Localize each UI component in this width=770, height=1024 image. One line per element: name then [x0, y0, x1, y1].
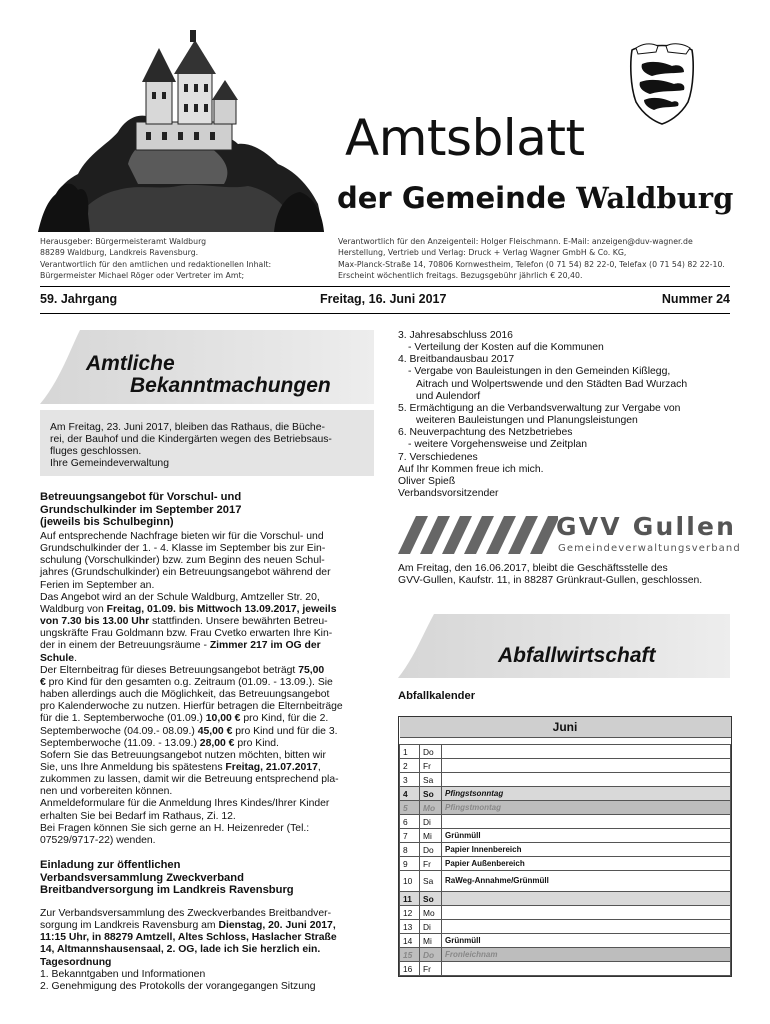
body-bold: 10,00 €: [205, 713, 241, 725]
body-line: [40, 726, 374, 738]
body-line: Am Freitag, den 16.06.2017, bleibt die Geschäftsstelle des: [398, 563, 668, 574]
article-body-betreuung: [40, 531, 374, 847]
notice-box-closure: [40, 410, 374, 476]
calendar-row: [400, 892, 731, 906]
newspaper-title: Amtsblatt: [345, 109, 585, 167]
agenda-item: 3. Jahresabschluss 2016: [398, 330, 513, 341]
agenda-item: 6. Neuverpachtung des Netzbetriebes: [398, 427, 573, 439]
agenda-subitem: - Verteilung der Kosten auf die Kommunen: [408, 342, 604, 354]
issue-volume: 59. Jahrgang: [40, 292, 118, 306]
imprint-line: Herausgeber: Bürgermeisteramt Waldburg: [40, 237, 207, 246]
body-bold: 11:15 Uhr, in 88279 Amtzell, Altes Schloss, Haslacher Straße: [40, 932, 337, 944]
calendar-day: 10: [400, 871, 420, 892]
calendar-event: [442, 892, 731, 906]
calendar-row: [400, 759, 731, 773]
body-line: Ferien im September an.: [40, 579, 155, 591]
calendar-day: 2: [400, 759, 420, 773]
calendar-day: 14: [400, 934, 420, 948]
calendar-day: 4: [400, 787, 420, 801]
agenda-continued: [398, 330, 732, 500]
body-text: pro Kind, für die 2.: [240, 713, 329, 725]
agenda-subitem: - Vergabe von Bauleistungen in den Gemeinden Kißlegg,: [408, 366, 671, 378]
notice-line: rei, der Bauhof und die Kindergärten wegen des Betriebsaus-: [50, 434, 332, 446]
calendar-row: [400, 829, 731, 843]
imprint-line: Bürgermeister Michael Röger oder Vertreter im Amt;: [40, 271, 245, 281]
calendar-weekday: Sa: [420, 871, 442, 892]
calendar-weekday: Mi: [420, 829, 442, 843]
calendar-weekday: Fr: [420, 759, 442, 773]
body-line: [40, 665, 374, 677]
body-text: für die 1. Septemberwoche (01.09.): [40, 713, 206, 725]
body-text: der in einem der Betreuungsräume -: [40, 640, 210, 652]
body-bold: 45,00 €: [197, 725, 233, 737]
calendar-event: [442, 906, 731, 920]
imprint-line: Herstellung, Vertrieb und Verlag: Druck + Verlag Wagner GmbH & Co. KG,: [338, 248, 627, 258]
body-text: .: [74, 652, 77, 664]
calendar-weekday: Mi: [420, 934, 442, 948]
signature-title: Verbandsvorsitzender: [398, 488, 499, 500]
body-text: Der Elternbeitrag für dieses Betreuungsangebot beträgt: [40, 664, 299, 676]
body-line: jahres (Grundschulkinder) ein Betreuungsangebot während der: [40, 567, 331, 579]
calendar-row: [400, 801, 731, 815]
calendar-row: [400, 906, 731, 920]
agenda-item: 1. Bekanntgaben und Informationen: [40, 968, 206, 980]
body-bold: 28,00 €: [199, 737, 235, 749]
calendar-day: 6: [400, 815, 420, 829]
article-heading-betreuung: [40, 491, 374, 529]
masthead-rule-top: [40, 286, 730, 287]
body-text: stattfinden. Unsere bewährten Betreu-: [149, 616, 328, 628]
body-line: [40, 640, 374, 652]
body-line: [40, 762, 374, 774]
body-text: ,: [317, 761, 321, 773]
heading-line: Einladung zur öffentlichen: [40, 859, 181, 871]
body-line: nen und vorbereiten können.: [40, 786, 173, 798]
agenda-item: 4. Breitbandausbau 2017: [398, 354, 515, 366]
agenda-item: 2. Genehmigung des Protokolls der vorangegangen Sitzung: [40, 980, 316, 992]
calendar-row: [400, 920, 731, 934]
agenda-item: 7. Verschiedenes: [398, 451, 478, 463]
body-line: haben allerdings auch die Möglichkeit, das Betreuungsangebot: [40, 689, 330, 701]
imprint-line: Verantwortlich für den Anzeigenteil: Holger Fleischmann. E-Mail: anzeigen@duv-wagner.de: [338, 237, 693, 246]
heading-line: Betreuungsangebot für Vorschul- und: [40, 491, 242, 503]
calendar-day: 15: [400, 948, 420, 962]
calendar-row: [400, 857, 731, 871]
notice-line: fluges geschlossen.: [50, 446, 142, 458]
body-line: [40, 957, 374, 969]
issue-date: Freitag, 16. Juni 2017: [320, 292, 447, 306]
subtitle-prefix: der Gemeinde: [337, 181, 577, 215]
body-text: pro Kind und für die 3.: [232, 725, 338, 737]
agenda-subitem: - weitere Vorgehensweise und Zeitplan: [408, 439, 588, 451]
heading-line: Breitbandversorgung im Landkreis Ravensburg: [40, 884, 294, 897]
body-bold: Dienstag, 20. Juni 2017,: [218, 920, 336, 932]
calendar-day: 16: [400, 962, 420, 976]
calendar-event: [442, 773, 731, 787]
imprint-line: Verantwortlich für den amtlichen und redaktionellen Inhalt:: [40, 259, 272, 269]
body-line: [40, 677, 374, 689]
calendar-month: Juni: [400, 717, 731, 738]
calendar-row: [400, 934, 731, 948]
calendar-row: [400, 871, 731, 892]
body-bold: Freitag, 21.07.2017: [225, 761, 318, 773]
agenda-subitem: Aitrach und Wolpertswende und den Städten Bad Wurzach: [416, 378, 688, 390]
body-line: schulung (Vorschulkinder) bzw. zum Beginn des neuen Schul-: [40, 555, 325, 567]
article-heading-einladung: [40, 859, 374, 897]
body-line: Anmeldeformulare für die Anmeldung Ihres Kindes/Ihrer Kinder: [40, 798, 330, 810]
body-line: erhalten Sie bei Bedarf im Rathaus, Zi. 12.: [40, 810, 236, 822]
masthead-rule-bottom: [40, 313, 730, 314]
section-title: Abfallwirtschaft: [498, 644, 656, 667]
coat-of-arms-crest: [628, 42, 696, 126]
calendar-day: 13: [400, 920, 420, 934]
section-title-line1: Amtliche: [86, 352, 175, 375]
agenda-subitem: weiteren Bauleistungen und Planungsleistungen: [416, 415, 638, 427]
imprint-publisher: [40, 236, 330, 282]
body-line: 07529/9717-22) wenden.: [40, 834, 156, 846]
calendar-day: 7: [400, 829, 420, 843]
calendar-weekday: Mo: [420, 801, 442, 815]
body-bold: Schule: [40, 652, 75, 664]
calendar-event: [442, 815, 731, 829]
calendar-day: 1: [400, 745, 420, 759]
calendar-row: [400, 962, 731, 976]
issue-bar: [40, 292, 730, 308]
castle-illustration: [38, 14, 324, 232]
calendar-row: [400, 787, 731, 801]
newspaper-subtitle: [337, 180, 733, 216]
body-line: pro Kalenderwoche zu nutzen. Hierfür betragen die Elternbeiträge: [40, 701, 343, 713]
heading-line: Verbandsversammlung Zweckverband: [40, 871, 244, 884]
calendar-weekday: So: [420, 892, 442, 906]
calendar-weekday: Do: [420, 948, 442, 962]
calendar-event: [442, 745, 731, 759]
closing-line: Auf Ihr Kommen freue ich mich.: [398, 463, 544, 475]
body-bold: Freitag, 01.09. bis Mittwoch 13.09.2017, jeweils: [106, 603, 337, 615]
article-body-einladung: [40, 908, 374, 993]
calendar-event: Papier Außenbereich: [442, 857, 731, 871]
body-line: Grundschulkinder der 1. - 4. Klasse im September bis zur Ein-: [40, 543, 326, 555]
body-line: Auf entsprechende Nachfrage bieten wir für die Vorschul- und: [40, 531, 324, 542]
calendar-weekday: Fr: [420, 857, 442, 871]
body-line: [40, 713, 374, 725]
body-bold: 14, Altmannshausensaal, 2. OG, lade ich Sie herzlich ein.: [40, 944, 321, 956]
body-line: [40, 653, 374, 665]
calendar-day: 9: [400, 857, 420, 871]
body-line: Sofern Sie das Betreuungsangebot nutzen möchten, bitten wir: [40, 749, 326, 761]
body-line: Bei Fragen können Sie sich gerne an H. Heizenreder (Tel.:: [40, 822, 310, 834]
calendar-weekday: Di: [420, 815, 442, 829]
calendar-event: [442, 759, 731, 773]
abfall-subheading: [398, 690, 475, 703]
imprint-line: 88289 Waldburg, Landkreis Ravensburg.: [40, 248, 199, 258]
body-line: Zur Verbandsversammlung des Zweckverbandes Breitbandver-: [40, 908, 332, 919]
calendar-event: RaWeg-Annahme/Grünmüll: [442, 871, 731, 892]
agenda-title: Tagesordnung: [40, 956, 112, 968]
calendar-row: [400, 948, 731, 962]
imprint-publisher-right: [338, 236, 738, 282]
calendar-weekday: Mo: [420, 906, 442, 920]
calendar-row: [400, 815, 731, 829]
calendar-event: Papier Innenbereich: [442, 843, 731, 857]
calendar-day: 11: [400, 892, 420, 906]
calendar-weekday: Do: [420, 745, 442, 759]
body-line: [40, 616, 374, 628]
waste-calendar: [398, 716, 732, 977]
body-text: Waldburg von: [40, 603, 107, 615]
calendar-event: [442, 920, 731, 934]
heading-line: (jeweils bis Schulbeginn): [40, 516, 174, 529]
body-bold: 75,00: [298, 664, 325, 676]
imprint-line: Erscheint wöchentlich freitags. Bezugsgebühr jährlich € 20,40.: [338, 271, 583, 281]
body-text: pro Kind für den gesamten o.g. Zeitraum (01.09. - 13.09.). Sie: [45, 676, 333, 688]
calendar-day: 8: [400, 843, 420, 857]
body-line: [40, 944, 374, 956]
section-header-abfall: [398, 614, 730, 678]
calendar-event: Pfingstsonntag: [442, 787, 731, 801]
calendar-row: [400, 843, 731, 857]
body-line: ungskräfte Frau Goldmann bzw. Frau Cvetko erwarten Ihre Kin-: [40, 628, 333, 640]
issue-number: Nummer 24: [661, 292, 730, 306]
calendar-day: 5: [400, 801, 420, 815]
body-line: GVV-Gullen, Kaufstr. 11, in 88287 Grünkraut-Gullen, geschlossen.: [398, 575, 703, 587]
body-line: [40, 920, 374, 932]
body-line: Das Angebot wird an der Schule Waldburg, Amtzeller Str. 20,: [40, 591, 320, 603]
notice-signature: Ihre Gemeindeverwaltung: [50, 458, 169, 470]
body-text: Septemberwoche (11.09. - 13.09.): [40, 737, 200, 749]
calendar-event: Pfingstmontag: [442, 801, 731, 815]
calendar-row: [400, 773, 731, 787]
section-title-line2: Bekanntmachungen: [130, 374, 331, 397]
calendar-weekday: Do: [420, 843, 442, 857]
calendar-weekday: So: [420, 787, 442, 801]
calendar-day: 3: [400, 773, 420, 787]
calendar-weekday: Fr: [420, 962, 442, 976]
notice-line: Am Freitag, 23. Juni 2017, bleiben das Rathaus, die Büche-: [50, 422, 325, 433]
body-text: pro Kind.: [234, 737, 279, 749]
subtitle-town: Waldburg: [576, 181, 734, 215]
calendar-weekday: Sa: [420, 773, 442, 787]
agenda-subitem: und Aulendorf: [416, 390, 481, 402]
calendar-day: 12: [400, 906, 420, 920]
gvv-logo-name: GVV Gullen: [556, 512, 737, 541]
heading-line: Abfallkalender: [398, 690, 476, 702]
calendar-spacer: [400, 738, 731, 745]
signature-name: Oliver Spieß: [398, 475, 456, 487]
gvv-logo-subtitle: Gemeindeverwaltungsverband: [558, 543, 741, 554]
calendar-weekday: Di: [420, 920, 442, 934]
calendar-event: Grünmüll: [442, 829, 731, 843]
body-line: [40, 604, 374, 616]
body-text: Sie, uns Ihre Anmeldung bis spätestens: [40, 761, 226, 773]
gvv-logo-stripes: [398, 516, 558, 554]
body-line: [40, 738, 374, 750]
body-bold: Zimmer 217 im OG der: [209, 640, 321, 652]
calendar-event: Fronleichnam: [442, 948, 731, 962]
calendar-row: [400, 745, 731, 759]
section-header-amtliche: [40, 330, 374, 404]
calendar-event: Grünmüll: [442, 934, 731, 948]
body-text: sorgung im Landkreis Ravensburg am: [40, 920, 219, 932]
body-line: zukommen zu lassen, damit wir die Betreuung entsprechend pla-: [40, 774, 339, 786]
agenda-item: 5. Ermächtigung an die Verbandsverwaltung zur Vergabe von: [398, 402, 681, 414]
imprint-line: Max-Planck-Straße 14, 70806 Kornwestheim, Telefon (0 71 54) 82 22-0, Telefax (0 71 54) 82 22-10.: [338, 259, 725, 269]
body-line: [40, 932, 374, 944]
body-bold: €: [40, 676, 46, 688]
body-bold: von 7.30 bis 13.00 Uhr: [40, 616, 150, 628]
gvv-notice: [398, 563, 732, 587]
body-text: Septemberwoche (04.09.- 08.09.): [40, 725, 198, 737]
heading-line: Grundschulkinder im September 2017: [40, 503, 242, 516]
calendar-event: [442, 962, 731, 976]
